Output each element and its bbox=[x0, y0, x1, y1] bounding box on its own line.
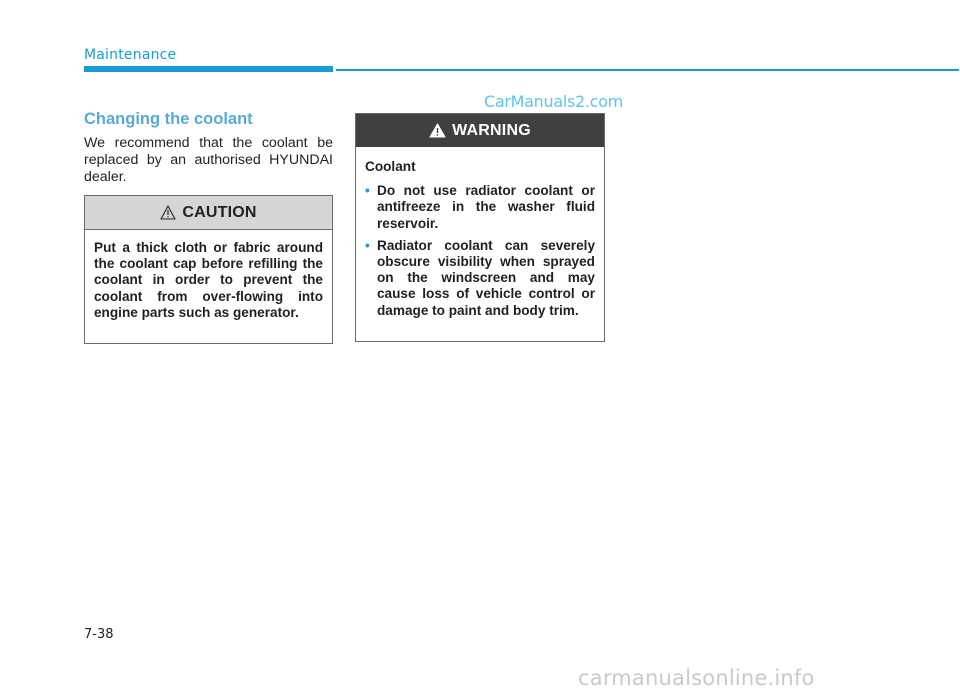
warning-box bbox=[355, 113, 605, 342]
warning-header bbox=[356, 114, 604, 147]
warning-label: WARNING bbox=[452, 121, 531, 139]
warning-body bbox=[356, 147, 604, 319]
caution-label: CAUTION bbox=[182, 203, 257, 221]
list-item: • Radiator coolant can severely obscure visibility when sprayed on the windscreen and may cause loss of vehicle control or damage to paint and body trim. bbox=[365, 237, 595, 318]
watermark-bottom: carmanualsonline.info bbox=[578, 666, 815, 690]
page-heading: Changing the coolant bbox=[84, 110, 253, 128]
header-rule-thick bbox=[84, 66, 333, 72]
warning-title: Coolant bbox=[365, 159, 416, 174]
warning-list bbox=[365, 183, 595, 319]
warning-triangle-icon bbox=[160, 205, 176, 220]
intro-paragraph: We recommend that the coolant be replaced by an authorised HYUNDAI dealer. bbox=[84, 135, 333, 185]
list-item: • Do not use radiator coolant or antifreeze in the washer fluid reservoir. bbox=[365, 183, 595, 231]
watermark-top: CarManuals2.com bbox=[484, 92, 623, 111]
section-title: Maintenance bbox=[84, 47, 177, 63]
caution-text: Put a thick cloth or fabric around the coolant cap before refilling the coolant in order to prevent the coolant from over-flowing into engine parts such as generator. bbox=[94, 240, 323, 320]
header-rule-thin bbox=[336, 69, 959, 71]
caution-box bbox=[84, 195, 333, 344]
page-number: 7-38 bbox=[84, 627, 114, 642]
caution-header bbox=[85, 196, 332, 230]
warning-triangle-icon bbox=[429, 123, 446, 138]
